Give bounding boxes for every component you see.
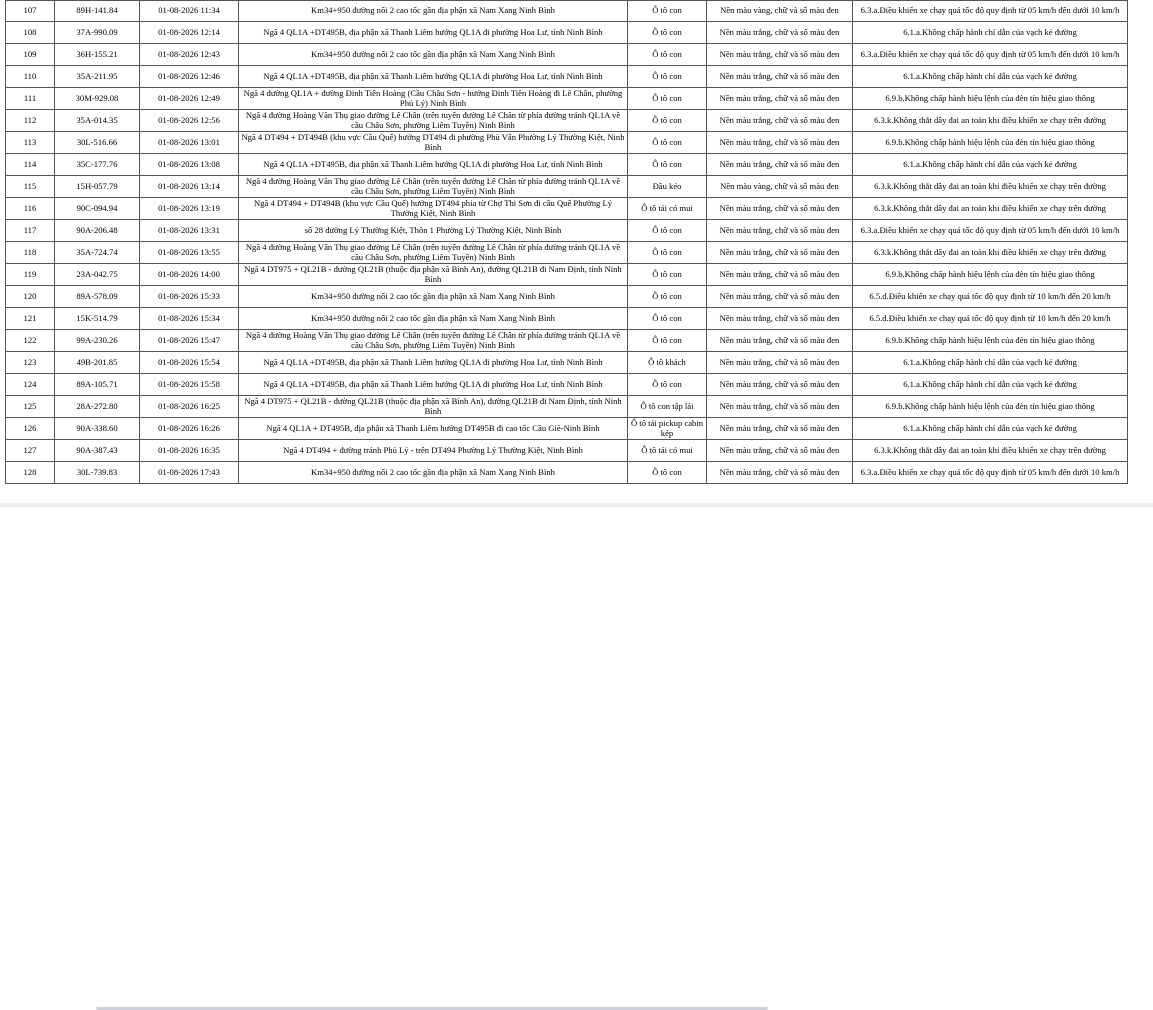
table-row (6, 396, 1128, 418)
violations-table (5, 0, 1128, 484)
location-cell: Km34+950 đường nối 2 cao tốc gần địa phận xã Nam Xang Ninh Bình (239, 462, 628, 484)
row-number-cell: 116 (6, 198, 55, 220)
table-row (6, 44, 1128, 66)
vehicle-type-cell: Ô tô tải có mui (628, 198, 707, 220)
location-cell: Ngã 4 QL1A +DT495B, địa phận xã Thanh Liêm hướng QL1A đi phường Hoa Lư, tỉnh Ninh Bình (239, 352, 628, 374)
row-number-cell: 117 (6, 220, 55, 242)
row-number-cell: 118 (6, 242, 55, 264)
table-row (6, 176, 1128, 198)
plate-color-cell: Nền màu trắng, chữ và số màu đen (707, 352, 853, 374)
violation-cell: 6.5.d.Điều khiển xe chạy quá tốc độ quy định từ 10 km/h đến 20 km/h (853, 308, 1128, 330)
violation-cell: 6.1.a.Không chấp hành chỉ dẫn của vạch kẻ đường (853, 418, 1128, 440)
location-cell: Ngã 4 đường Hoàng Văn Thụ giao đường Lê Chân (trên tuyến đường Lê Chân từ phía đường tránh QL1A về cầu Châu Sơn, phường Liêm Tuyền) Ninh Bình (239, 110, 628, 132)
table-row (6, 132, 1128, 154)
table-row (6, 264, 1128, 286)
violation-cell: 6.9.b.Không chấp hành hiệu lệnh của đèn tín hiệu giao thông (853, 132, 1128, 154)
plate-number-cell: 89H-141.84 (55, 1, 140, 22)
plate-color-cell: Nền màu trắng, chữ và số màu đen (707, 242, 853, 264)
location-cell: Ngã 4 QL1A +DT495B, địa phận xã Thanh Liêm hướng QL1A đi phường Hoa Lư, tỉnh Ninh Bình (239, 154, 628, 176)
row-number-cell: 112 (6, 110, 55, 132)
vehicle-type-cell: Ô tô con (628, 462, 707, 484)
vehicle-type-cell: Ô tô con (628, 44, 707, 66)
location-cell: Ngã 4 DT975 + QL21B - đường QL21B (thuộc địa phận xã Bình An), đường QL21B đi Nam Định, tỉnh Ninh Bình (239, 264, 628, 286)
violation-cell: 6.3.k.Không thắt dây đai an toàn khi điều khiển xe chạy trên đường (853, 440, 1128, 462)
plate-color-cell: Nền màu vàng, chữ và số màu đen (707, 176, 853, 198)
violation-cell: 6.3.k.Không thắt dây đai an toàn khi điều khiển xe chạy trên đường (853, 198, 1128, 220)
violation-time-cell: 01-08-2026 14:00 (140, 264, 239, 286)
violation-cell: 6.1.a.Không chấp hành chỉ dẫn của vạch kẻ đường (853, 374, 1128, 396)
plate-color-cell: Nền màu trắng, chữ và số màu đen (707, 264, 853, 286)
vehicle-type-cell: Ô tô con tập lái (628, 396, 707, 418)
violation-cell: 6.3.k.Không thắt dây đai an toàn khi điều khiển xe chạy trên đường (853, 110, 1128, 132)
location-cell: Ngã 4 đường Hoàng Văn Thụ giao đường Lê Chân (trên tuyến đường Lê Chân từ phía đường tránh QL1A về cầu Châu Sơn, phường Liêm Tuyền) Ninh Bình (239, 242, 628, 264)
row-number-cell: 114 (6, 154, 55, 176)
table-row (6, 198, 1128, 220)
plate-color-cell: Nền màu trắng, chữ và số màu đen (707, 154, 853, 176)
plate-number-cell: 15H-057.79 (55, 176, 140, 198)
vehicle-type-cell: Ô tô con (628, 110, 707, 132)
vehicle-type-cell: Đầu kéo (628, 176, 707, 198)
table-row (6, 154, 1128, 176)
row-number-cell: 125 (6, 396, 55, 418)
table-row (6, 220, 1128, 242)
row-number-cell: 120 (6, 286, 55, 308)
plate-color-cell: Nền màu trắng, chữ và số màu đen (707, 308, 853, 330)
plate-color-cell: Nền màu vàng, chữ và số màu đen (707, 1, 853, 22)
plate-color-cell: Nền màu trắng, chữ và số màu đen (707, 374, 853, 396)
plate-number-cell: 99A-230.26 (55, 330, 140, 352)
violation-cell: 6.3.a.Điều khiển xe chạy quá tốc độ quy định từ 05 km/h đến dưới 10 km/h (853, 1, 1128, 22)
vehicle-type-cell: Ô tô con (628, 88, 707, 110)
row-number-cell: 123 (6, 352, 55, 374)
plate-number-cell: 35C-177.76 (55, 154, 140, 176)
plate-color-cell: Nền màu trắng, chữ và số màu đen (707, 198, 853, 220)
violation-time-cell: 01-08-2026 13:14 (140, 176, 239, 198)
plate-number-cell: 37A-990.09 (55, 22, 140, 44)
vehicle-type-cell: Ô tô con (628, 242, 707, 264)
violation-time-cell: 01-08-2026 13:19 (140, 198, 239, 220)
plate-number-cell: 90A-338.60 (55, 418, 140, 440)
horizontal-scrollbar[interactable] (0, 503, 1153, 507)
table-row (6, 66, 1128, 88)
plate-number-cell: 89A-105.71 (55, 374, 140, 396)
plate-color-cell: Nền màu trắng, chữ và số màu đen (707, 418, 853, 440)
location-cell: số 28 đường Lý Thường Kiệt, Thôn 1 Phường Lý Thường Kiệt, Ninh Bình (239, 220, 628, 242)
vehicle-type-cell: Ô tô con (628, 1, 707, 22)
violation-time-cell: 01-08-2026 12:43 (140, 44, 239, 66)
location-cell: Ngã 4 đường Hoàng Văn Thụ giao đường Lê Chân (trên tuyến đường Lê Chân từ phía đường tránh QL1A về cầu Châu Sơn, phường Liêm Tuyền) Ninh Bình (239, 330, 628, 352)
table-row (6, 440, 1128, 462)
violation-time-cell: 01-08-2026 16:26 (140, 418, 239, 440)
plate-color-cell: Nền màu trắng, chữ và số màu đen (707, 132, 853, 154)
plate-color-cell: Nền màu trắng, chữ và số màu đen (707, 66, 853, 88)
plate-color-cell: Nền màu trắng, chữ và số màu đen (707, 440, 853, 462)
location-cell: Ngã 4 đường QL1A + đường Đinh Tiên Hoàng (Cầu Châu Sơn - hướng Đinh Tiên Hoàng đi Lê Chân, phường Phủ Lý) Ninh Bình (239, 88, 628, 110)
plate-number-cell: 35A-014.35 (55, 110, 140, 132)
plate-color-cell: Nền màu trắng, chữ và số màu đen (707, 396, 853, 418)
violation-cell: 6.9.b.Không chấp hành hiệu lệnh của đèn tín hiệu giao thông (853, 88, 1128, 110)
plate-number-cell: 35A-724.74 (55, 242, 140, 264)
table-row (6, 1, 1128, 22)
violation-time-cell: 01-08-2026 13:08 (140, 154, 239, 176)
row-number-cell: 111 (6, 88, 55, 110)
violation-time-cell: 01-08-2026 13:31 (140, 220, 239, 242)
location-cell: Ngã 4 DT975 + QL21B - đường QL21B (thuộc địa phận xã Bình An), đường QL21B đi Nam Định, tỉnh Ninh Bình (239, 396, 628, 418)
violation-time-cell: 01-08-2026 15:54 (140, 352, 239, 374)
table-row (6, 286, 1128, 308)
violation-cell: 6.3.a.Điều khiển xe chạy quá tốc độ quy định từ 05 km/h đến dưới 10 km/h (853, 44, 1128, 66)
violation-time-cell: 01-08-2026 12:56 (140, 110, 239, 132)
violation-time-cell: 01-08-2026 12:14 (140, 22, 239, 44)
row-number-cell: 113 (6, 132, 55, 154)
location-cell: Ngã 4 QL1A +DT495B, địa phận xã Thanh Liêm hướng QL1A đi phường Hoa Lư, tỉnh Ninh Bình (239, 66, 628, 88)
location-cell: Ngã 4 QL1A + DT495B, địa phận xã Thanh Liêm hướng DT495B đi cao tốc Cầu Giẽ-Ninh Bình (239, 418, 628, 440)
violation-cell: 6.3.a.Điều khiển xe chạy quá tốc độ quy định từ 05 km/h đến dưới 10 km/h (853, 220, 1128, 242)
table-row (6, 352, 1128, 374)
violation-time-cell: 01-08-2026 15:33 (140, 286, 239, 308)
violations-table-body (6, 1, 1128, 484)
plate-number-cell: 90A-206.48 (55, 220, 140, 242)
violation-cell: 6.9.b.Không chấp hành hiệu lệnh của đèn tín hiệu giao thông (853, 330, 1128, 352)
vehicle-type-cell: Ô tô khách (628, 352, 707, 374)
plate-color-cell: Nền màu trắng, chữ và số màu đen (707, 330, 853, 352)
table-row (6, 418, 1128, 440)
plate-number-cell: 15K-514.79 (55, 308, 140, 330)
plate-number-cell: 90C-094.94 (55, 198, 140, 220)
plate-number-cell: 35A-211.95 (55, 66, 140, 88)
violation-time-cell: 01-08-2026 11:34 (140, 1, 239, 22)
row-number-cell: 108 (6, 22, 55, 44)
violation-time-cell: 01-08-2026 16:25 (140, 396, 239, 418)
vehicle-type-cell: Ô tô con (628, 66, 707, 88)
table-row (6, 110, 1128, 132)
location-cell: Ngã 4 đường Hoàng Văn Thụ giao đường Lê Chân (trên tuyến đường Lê Chân từ phía đường tránh QL1A về cầu Châu Sơn, phường Liêm Tuyền) Ninh Bình (239, 176, 628, 198)
violation-cell: 6.9.b.Không chấp hành hiệu lệnh của đèn tín hiệu giao thông (853, 396, 1128, 418)
table-row (6, 462, 1128, 484)
row-number-cell: 126 (6, 418, 55, 440)
location-cell: Ngã 4 DT494 + đường tránh Phủ Lý - trên DT494 Phường Lý Thường Kiệt, Ninh Bình (239, 440, 628, 462)
plate-color-cell: Nền màu trắng, chữ và số màu đen (707, 22, 853, 44)
plate-number-cell: 49B-201.85 (55, 352, 140, 374)
location-cell: Km34+950 đường nối 2 cao tốc gần địa phận xã Nam Xang Ninh Bình (239, 308, 628, 330)
violation-cell: 6.1.a.Không chấp hành chỉ dẫn của vạch kẻ đường (853, 22, 1128, 44)
table-row (6, 330, 1128, 352)
violation-time-cell: 01-08-2026 15:47 (140, 330, 239, 352)
vehicle-type-cell: Ô tô con (628, 286, 707, 308)
violation-cell: 6.5.d.Điều khiển xe chạy quá tốc độ quy định từ 10 km/h đến 20 km/h (853, 286, 1128, 308)
plate-number-cell: 30L-739.83 (55, 462, 140, 484)
row-number-cell: 109 (6, 44, 55, 66)
plate-color-cell: Nền màu trắng, chữ và số màu đen (707, 110, 853, 132)
row-number-cell: 107 (6, 1, 55, 22)
location-cell: Km34+950 đường nối 2 cao tốc gần địa phận xã Nam Xang Ninh Bình (239, 286, 628, 308)
violation-cell: 6.3.k.Không thắt dây đai an toàn khi điều khiển xe chạy trên đường (853, 242, 1128, 264)
plate-number-cell: 30M-929.08 (55, 88, 140, 110)
table-row (6, 308, 1128, 330)
row-number-cell: 128 (6, 462, 55, 484)
violation-time-cell: 01-08-2026 17:43 (140, 462, 239, 484)
plate-color-cell: Nền màu trắng, chữ và số màu đen (707, 220, 853, 242)
plate-number-cell: 89A-578.09 (55, 286, 140, 308)
violation-time-cell: 01-08-2026 12:46 (140, 66, 239, 88)
plate-number-cell: 36H-155.21 (55, 44, 140, 66)
violation-cell: 6.3.k.Không thắt dây đai an toàn khi điều khiển xe chạy trên đường (853, 176, 1128, 198)
table-row (6, 374, 1128, 396)
location-cell: Km34+950 đường nối 2 cao tốc gần địa phận xã Nam Xang Ninh Bình (239, 1, 628, 22)
violation-cell: 6.1.a.Không chấp hành chỉ dẫn của vạch kẻ đường (853, 154, 1128, 176)
row-number-cell: 127 (6, 440, 55, 462)
plate-number-cell: 30L-516.66 (55, 132, 140, 154)
location-cell: Ngã 4 QL1A +DT495B, địa phận xã Thanh Liêm hướng QL1A đi phường Hoa Lư, tỉnh Ninh Bình (239, 374, 628, 396)
table-row (6, 242, 1128, 264)
violation-time-cell: 01-08-2026 16:35 (140, 440, 239, 462)
plate-color-cell: Nền màu trắng, chữ và số màu đen (707, 44, 853, 66)
violation-cell: 6.1.a.Không chấp hành chỉ dẫn của vạch kẻ đường (853, 352, 1128, 374)
table-row (6, 22, 1128, 44)
location-cell: Ngã 4 DT494 + DT494B (khu vực Cầu Quế) hướng DT494 phía từ Chợ Thi Sơn đi cầu Quế Phường Lý Thường Kiệt, Ninh Bình (239, 198, 628, 220)
violation-cell: 6.3.a.Điều khiển xe chạy quá tốc độ quy định từ 05 km/h đến dưới 10 km/h (853, 462, 1128, 484)
vehicle-type-cell: Ô tô con (628, 220, 707, 242)
row-number-cell: 124 (6, 374, 55, 396)
violation-time-cell: 01-08-2026 13:01 (140, 132, 239, 154)
violation-time-cell: 01-08-2026 13:55 (140, 242, 239, 264)
vehicle-type-cell: Ô tô con (628, 330, 707, 352)
row-number-cell: 119 (6, 264, 55, 286)
plate-number-cell: 23A-042.75 (55, 264, 140, 286)
vehicle-type-cell: Ô tô con (628, 22, 707, 44)
plate-color-cell: Nền màu trắng, chữ và số màu đen (707, 88, 853, 110)
vehicle-type-cell: Ô tô con (628, 264, 707, 286)
violation-cell: 6.9.b.Không chấp hành hiệu lệnh của đèn tín hiệu giao thông (853, 264, 1128, 286)
violation-time-cell: 01-08-2026 12:49 (140, 88, 239, 110)
vehicle-type-cell: Ô tô tải pickup cabin kép (628, 418, 707, 440)
row-number-cell: 122 (6, 330, 55, 352)
vehicle-type-cell: Ô tô tải có mui (628, 440, 707, 462)
row-number-cell: 115 (6, 176, 55, 198)
location-cell: Km34+950 đường nối 2 cao tốc gần địa phận xã Nam Xang Ninh Bình (239, 44, 628, 66)
vehicle-type-cell: Ô tô con (628, 154, 707, 176)
plate-number-cell: 28A-272.80 (55, 396, 140, 418)
vehicle-type-cell: Ô tô con (628, 374, 707, 396)
violation-cell: 6.1.a.Không chấp hành chỉ dẫn của vạch kẻ đường (853, 66, 1128, 88)
violations-table-container (5, 0, 1127, 484)
vehicle-type-cell: Ô tô con (628, 132, 707, 154)
violation-time-cell: 01-08-2026 15:58 (140, 374, 239, 396)
plate-color-cell: Nền màu trắng, chữ và số màu đen (707, 462, 853, 484)
row-number-cell: 121 (6, 308, 55, 330)
location-cell: Ngã 4 DT494 + DT494B (khu vực Cầu Quế) hướng DT494 đi phường Phù Vân Phường Lý Thường Kiệt, Ninh Bình (239, 132, 628, 154)
vehicle-type-cell: Ô tô con (628, 308, 707, 330)
location-cell: Ngã 4 QL1A +DT495B, địa phận xã Thanh Liêm hướng QL1A đi phường Hoa Lư, tỉnh Ninh Bình (239, 22, 628, 44)
plate-color-cell: Nền màu trắng, chữ và số màu đen (707, 286, 853, 308)
violation-time-cell: 01-08-2026 15:34 (140, 308, 239, 330)
plate-number-cell: 90A-387.43 (55, 440, 140, 462)
row-number-cell: 110 (6, 66, 55, 88)
table-row (6, 88, 1128, 110)
